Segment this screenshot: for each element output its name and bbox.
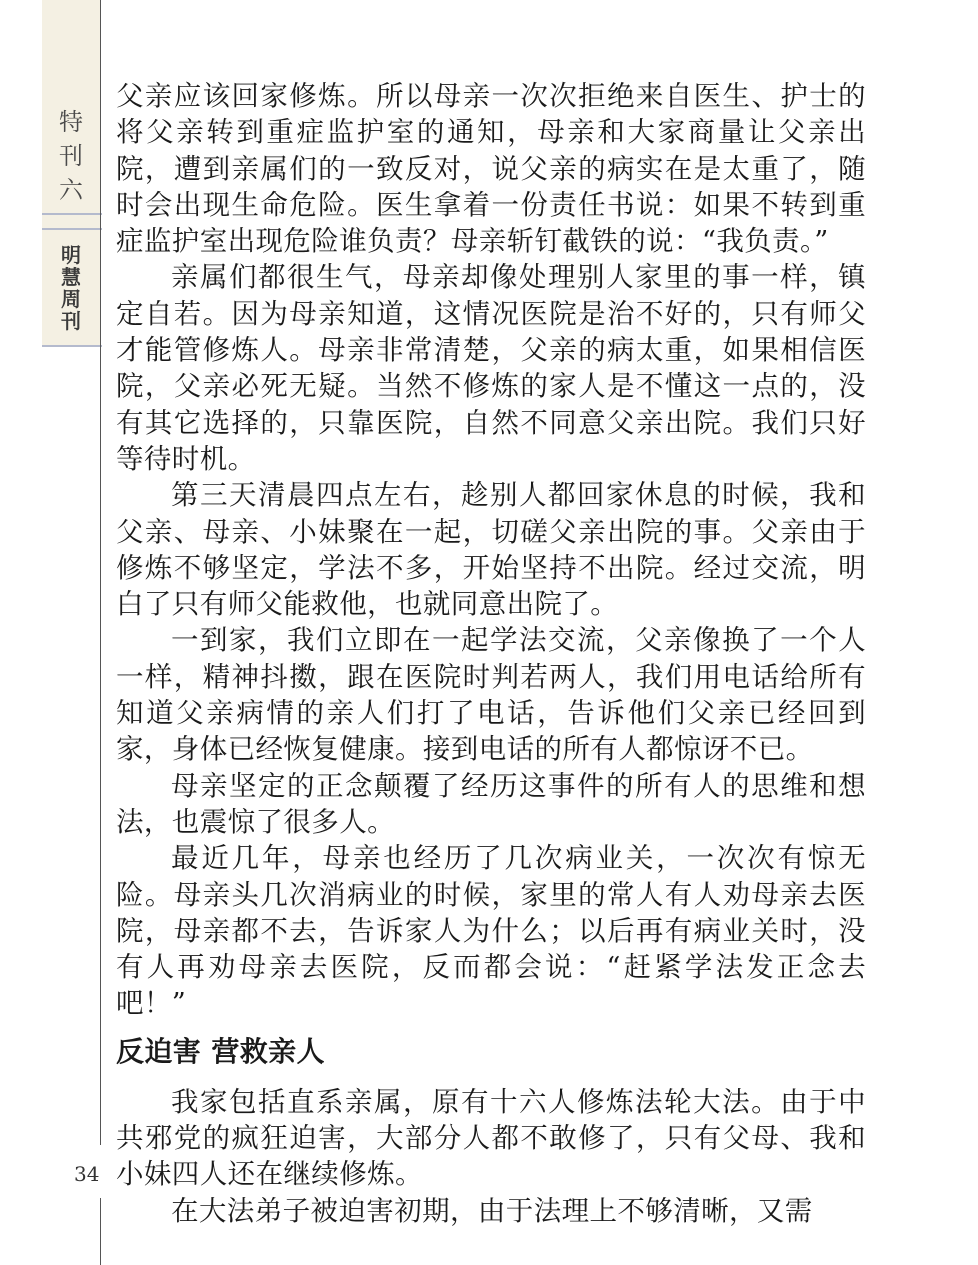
paragraph: 母亲坚定的正念颠覆了经历这事件的所有人的思维和想法，也震惊了很多人。 [116, 769, 866, 838]
section-label-char: 刊 [59, 142, 83, 170]
article-body [116, 78, 866, 1229]
section-label-char: 六 [59, 176, 83, 204]
publication-label-char: 慧 [61, 265, 81, 289]
paragraph: 在大法弟子被迫害初期，由于法理上不够清晰，又需 [171, 1194, 813, 1227]
publication-label-char: 刊 [61, 309, 81, 333]
tab-divider-bottom [42, 345, 102, 347]
paragraph: 父亲应该回家修炼。所以母亲一次次拒绝来自医生、护士的将父亲转到重症监护室的通知，母亲和大家商量让父亲出院，遭到亲属们的一致反对，说父亲的病实在是太重了，随时会出现生命危险。医生拿着一份责任书说：如果不转到重症监护室出现危险谁负责？母亲斩钉截铁的说：“我负责。” [116, 80, 866, 258]
publication-label [42, 245, 100, 333]
section-label [42, 110, 100, 212]
tab-divider-middle [42, 228, 102, 230]
paragraph: 最近几年，母亲也经历了几次病业关，一次次有惊无险。母亲头几次消病业的时候，家里的常人有人劝母亲去医院，母亲都不去，告诉家人为什么；以后再有病业关时，没有人再劝母亲去医院，反而都会说：“赶紧学法发正念去吧！” [116, 842, 866, 1020]
page-number: 34 [74, 1162, 100, 1186]
publication-label-char: 周 [61, 287, 81, 311]
margin-rule-upper [100, 0, 101, 1145]
margin-rule-lower [100, 1198, 101, 1265]
paragraph: 亲属们都很生气，母亲却像处理别人家里的事一样，镇定自若。因为母亲知道，这情况医院是治不好的，只有师父才能管修炼人。母亲非常清楚，父亲的病太重，如果相信医院，父亲必死无疑。当然不修炼的家人是不懂这一点的，没有其它选择的，只靠医院，自然不同意父亲出院。我们只好等待时机。 [116, 261, 866, 475]
paragraph: 第三天清晨四点左右，趁别人都回家休息的时候，我和父亲、母亲、小妹聚在一起，切磋父亲出院的事。父亲由于修炼不够坚定，学法不多，开始坚持不出院。经过交流，明白了只有师父能救他，也就同意出院了。 [116, 479, 866, 621]
tab-divider-top [42, 213, 102, 215]
paragraph: 我家包括直系亲属，原有十六人修炼法轮大法。由于中共邪党的疯狂迫害，大部分人都不敢修了，只有父母、我和小妹四人还在继续修炼。 [116, 1085, 866, 1191]
paragraph: 一到家，我们立即在一起学法交流，父亲像换了一个人一样，精神抖擞，跟在医院时判若两人，我们用电话给所有知道父亲病情的亲人们打了电话，告诉他们父亲已经回到家，身体已经恢复健康。接到电话的所有人都惊讶不已。 [116, 624, 866, 766]
section-label-char: 特 [59, 108, 83, 136]
section-heading: 反迫害 营救亲人 [116, 1034, 325, 1068]
publication-label-char: 明 [61, 243, 81, 267]
